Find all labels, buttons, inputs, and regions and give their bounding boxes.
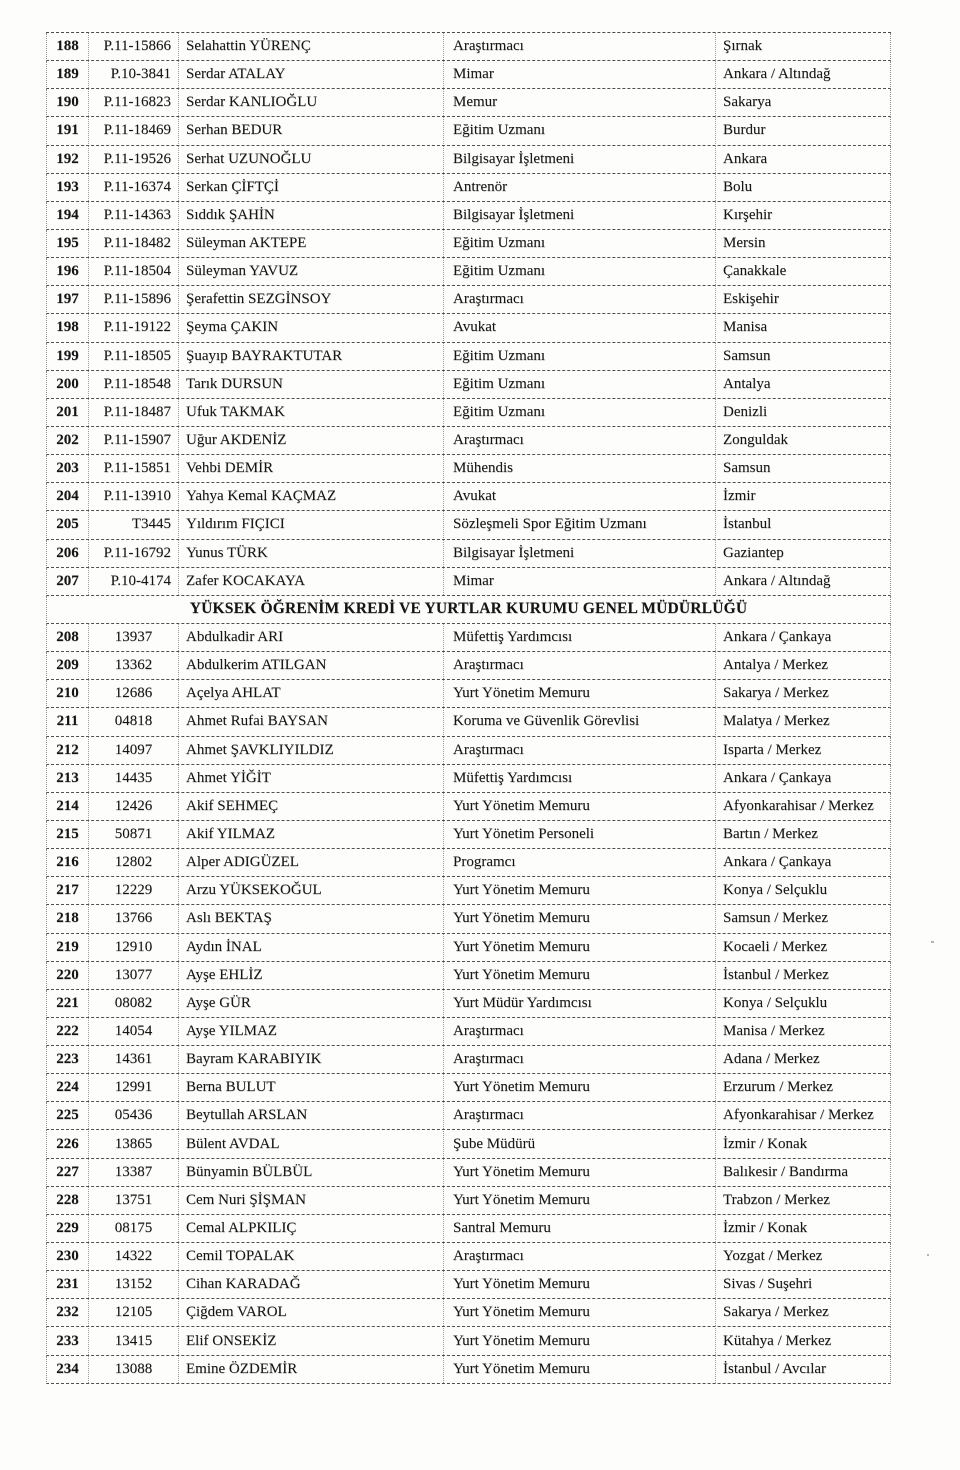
- cell-registry-id: P.11-15896: [89, 286, 179, 313]
- cell-person-name: Aslı BEKTAŞ: [179, 905, 444, 932]
- cell-job-title: Yurt Yönetim Memuru: [444, 1328, 716, 1355]
- cell-row-number: 200: [47, 371, 89, 398]
- cell-person-name: Ahmet ŞAVKLIYILDIZ: [179, 737, 444, 764]
- cell-registry-id: P.11-18482: [89, 230, 179, 257]
- table-row: [46, 33, 891, 61]
- cell-registry-id: 13937: [89, 624, 179, 651]
- cell-location: Kırşehir: [723, 206, 773, 223]
- table-row: [46, 1187, 891, 1215]
- cell-registry-id: 12910: [89, 934, 179, 961]
- cell-job-title: Eğitim Uzmanı: [444, 117, 716, 144]
- cell-job-title: Programcı: [444, 849, 716, 876]
- cell-job-title: Yurt Yönetim Memuru: [444, 1159, 716, 1186]
- table-row: [46, 174, 891, 202]
- cell-row-number: 192: [47, 146, 89, 173]
- cell-location: Manisa: [723, 319, 768, 336]
- cell-row-number: 220: [47, 962, 89, 989]
- cell-person-name: Ufuk TAKMAK: [179, 399, 444, 426]
- table-row: [46, 117, 891, 145]
- cell-registry-id: 14097: [89, 737, 179, 764]
- cell-registry-id: P.11-15866: [89, 33, 179, 60]
- cell-row-number: 201: [47, 399, 89, 426]
- cell-person-name: Vehbi DEMİR: [179, 455, 444, 482]
- cell-person-name: Çiğdem VAROL: [179, 1299, 444, 1326]
- cell-job-title: Müfettiş Yardımcısı: [444, 765, 716, 792]
- table-row: [46, 230, 891, 258]
- cell-registry-id: 13865: [89, 1131, 179, 1158]
- cell-location: Isparta / Merkez: [723, 741, 822, 758]
- cell-person-name: Süleyman YAVUZ: [179, 258, 444, 285]
- cell-row-number: 195: [47, 230, 89, 257]
- cell-row-number: 196: [47, 258, 89, 285]
- cell-registry-id: T3445: [89, 511, 179, 538]
- table-row: [46, 1130, 891, 1158]
- cell-person-name: Bayram KARABIYIK: [179, 1046, 444, 1073]
- cell-row-number: 231: [47, 1271, 89, 1298]
- cell-registry-id: 13766: [89, 905, 179, 932]
- cell-job-title: Araştırmacı: [444, 737, 716, 764]
- cell-location: İzmir: [723, 488, 756, 505]
- cell-person-name: Arzu YÜKSEKOĞUL: [179, 877, 444, 904]
- cell-row-number: 215: [47, 821, 89, 848]
- cell-job-title: Yurt Yönetim Memuru: [444, 905, 716, 932]
- cell-job-title: Yurt Yönetim Memuru: [444, 1356, 716, 1383]
- cell-job-title: Yurt Yönetim Memuru: [444, 877, 716, 904]
- cell-registry-id: 08082: [89, 990, 179, 1017]
- cell-location: Adana / Merkez: [723, 1051, 820, 1068]
- cell-job-title: Mimar: [444, 61, 716, 88]
- cell-job-title: Araştırmacı: [444, 427, 716, 454]
- cell-row-number: 214: [47, 793, 89, 820]
- cell-job-title: Yurt Müdür Yardımcısı: [444, 990, 716, 1017]
- cell-location: Eskişehir: [723, 291, 779, 308]
- table-row: [46, 1271, 891, 1299]
- table-row: [46, 1159, 891, 1187]
- cell-row-number: 222: [47, 1018, 89, 1045]
- cell-row-number: 213: [47, 765, 89, 792]
- cell-person-name: Ayşe EHLİZ: [179, 962, 444, 989]
- cell-registry-id: P.11-18487: [89, 399, 179, 426]
- cell-person-name: Sıddık ŞAHİN: [179, 202, 444, 229]
- cell-registry-id: P.10-4174: [89, 568, 179, 595]
- cell-registry-id: 50871: [89, 821, 179, 848]
- cell-job-title: Araştırmacı: [444, 652, 716, 679]
- section-header-title: YÜKSEK ÖĞRENİM KREDİ VE YURTLAR KURUMU GENEL MÜDÜRLÜĞÜ: [189, 600, 748, 618]
- cell-person-name: Yahya Kemal KAÇMAZ: [179, 483, 444, 510]
- cell-registry-id: P.11-18548: [89, 371, 179, 398]
- table-row: [46, 146, 891, 174]
- table-row: [46, 286, 891, 314]
- table-row: [46, 877, 891, 905]
- cell-location: Sakarya / Merkez: [723, 1304, 829, 1321]
- cell-location: Ankara / Çankaya: [723, 629, 832, 646]
- cell-row-number: 219: [47, 934, 89, 961]
- cell-person-name: Yıldırım FIÇICI: [179, 511, 444, 538]
- cell-location: Bolu: [723, 178, 753, 195]
- cell-person-name: Şerafettin SEZGİNSOY: [179, 286, 444, 313]
- cell-job-title: Eğitim Uzmanı: [444, 230, 716, 257]
- cell-job-title: Yurt Yönetim Personeli: [444, 821, 716, 848]
- table-row: [46, 371, 891, 399]
- table-row: [46, 399, 891, 427]
- cell-person-name: Cihan KARADAĞ: [179, 1271, 444, 1298]
- cell-person-name: Bülent AVDAL: [179, 1131, 444, 1158]
- cell-registry-id: P.11-15907: [89, 427, 179, 454]
- cell-row-number: 217: [47, 877, 89, 904]
- cell-registry-id: 12229: [89, 877, 179, 904]
- cell-job-title: Araştırmacı: [444, 1018, 716, 1045]
- cell-registry-id: P.11-19122: [89, 314, 179, 341]
- cell-person-name: Ayşe YILMAZ: [179, 1018, 444, 1045]
- table-row: [46, 1215, 891, 1243]
- cell-person-name: Açelya AHLAT: [179, 680, 444, 707]
- cell-job-title: Araştırmacı: [444, 1243, 716, 1270]
- cell-row-number: 228: [47, 1187, 89, 1214]
- cell-job-title: Yurt Yönetim Memuru: [444, 1299, 716, 1326]
- table-row: [46, 821, 891, 849]
- cell-person-name: Uğur AKDENİZ: [179, 427, 444, 454]
- table-row: [46, 708, 891, 736]
- cell-registry-id: 12105: [89, 1299, 179, 1326]
- table-row: [46, 765, 891, 793]
- cell-location: Antalya: [723, 375, 771, 392]
- cell-row-number: 210: [47, 680, 89, 707]
- cell-location: Samsun / Merkez: [723, 910, 828, 927]
- cell-location: Ankara / Altındağ: [723, 572, 831, 589]
- cell-person-name: Akif YILMAZ: [179, 821, 444, 848]
- cell-person-name: Serdar KANLIOĞLU: [179, 89, 444, 116]
- cell-registry-id: P.11-18505: [89, 343, 179, 370]
- table-row: [46, 314, 891, 342]
- cell-row-number: 197: [47, 286, 89, 313]
- cell-row-number: 218: [47, 905, 89, 932]
- cell-location: Samsun: [723, 347, 771, 364]
- cell-row-number: 223: [47, 1046, 89, 1073]
- cell-location: Mersin: [723, 235, 766, 252]
- table-row: [46, 427, 891, 455]
- scan-speck: [927, 1254, 929, 1256]
- cell-row-number: 224: [47, 1074, 89, 1101]
- table-row: [46, 89, 891, 117]
- table-row: [46, 202, 891, 230]
- cell-registry-id: 13088: [89, 1356, 179, 1383]
- cell-location: Ankara / Çankaya: [723, 854, 832, 871]
- cell-row-number: 233: [47, 1328, 89, 1355]
- cell-registry-id: P.11-19526: [89, 146, 179, 173]
- table-row: [46, 962, 891, 990]
- table-row: [46, 793, 891, 821]
- cell-job-title: Yurt Yönetim Memuru: [444, 680, 716, 707]
- cell-person-name: Ahmet YİĞİT: [179, 765, 444, 792]
- cell-location: İzmir / Konak: [723, 1219, 808, 1236]
- cell-registry-id: 12686: [89, 680, 179, 707]
- cell-registry-id: 14361: [89, 1046, 179, 1073]
- cell-location: Bartın / Merkez: [723, 826, 818, 842]
- cell-job-title: Bilgisayar İşletmeni: [444, 146, 716, 173]
- cell-person-name: Elif ONSEKİZ: [179, 1328, 444, 1355]
- cell-row-number: 199: [47, 343, 89, 370]
- cell-location: Kütahya / Merkez: [723, 1332, 832, 1349]
- personnel-table: [46, 32, 891, 1384]
- cell-job-title: Santral Memuru: [444, 1215, 716, 1242]
- table-row: [46, 849, 891, 877]
- cell-registry-id: 14054: [89, 1018, 179, 1045]
- table-row: [46, 1046, 891, 1074]
- cell-job-title: Eğitim Uzmanı: [444, 371, 716, 398]
- cell-person-name: Emine ÖZDEMİR: [179, 1356, 444, 1383]
- cell-job-title: Yurt Yönetim Memuru: [444, 1187, 716, 1214]
- cell-row-number: 189: [47, 61, 89, 88]
- cell-registry-id: 13362: [89, 652, 179, 679]
- cell-job-title: Eğitim Uzmanı: [444, 399, 716, 426]
- cell-job-title: Yurt Yönetim Memuru: [444, 1074, 716, 1101]
- cell-registry-id: 04818: [89, 708, 179, 735]
- cell-row-number: 209: [47, 652, 89, 679]
- cell-location: Şırnak: [723, 38, 763, 55]
- cell-location: Sivas / Suşehri: [723, 1276, 813, 1293]
- cell-person-name: Abdulkerim ATILGAN: [179, 652, 444, 679]
- cell-row-number: 205: [47, 511, 89, 538]
- cell-person-name: Yunus TÜRK: [179, 540, 444, 567]
- cell-row-number: 198: [47, 314, 89, 341]
- cell-registry-id: 13415: [89, 1328, 179, 1355]
- table-row: [46, 1102, 891, 1130]
- cell-job-title: Şube Müdürü: [444, 1131, 716, 1158]
- cell-location: Yozgat / Merkez: [723, 1248, 823, 1265]
- table-row: [46, 455, 891, 483]
- table-row: [46, 1299, 891, 1327]
- cell-person-name: Bünyamin BÜLBÜL: [179, 1159, 444, 1186]
- cell-job-title: Bilgisayar İşletmeni: [444, 202, 716, 229]
- cell-row-number: 194: [47, 202, 89, 229]
- cell-registry-id: P.11-18469: [89, 117, 179, 144]
- cell-person-name: Cemal ALPKILIÇ: [179, 1215, 444, 1242]
- cell-registry-id: 05436: [89, 1102, 179, 1129]
- cell-location: Erzurum / Merkez: [723, 1079, 833, 1096]
- cell-job-title: Antrenör: [444, 174, 716, 201]
- cell-person-name: Serhat UZUNOĞLU: [179, 146, 444, 173]
- cell-job-title: Yurt Yönetim Memuru: [444, 1271, 716, 1298]
- cell-registry-id: 13077: [89, 962, 179, 989]
- table-row: [46, 1327, 891, 1355]
- cell-person-name: Berna BULUT: [179, 1074, 444, 1101]
- cell-job-title: Sözleşmeli Spor Eğitim Uzmanı: [444, 511, 716, 538]
- cell-location: Çanakkale: [723, 263, 787, 280]
- cell-job-title: Koruma ve Güvenlik Görevlisi: [444, 708, 716, 735]
- cell-row-number: 206: [47, 540, 89, 567]
- cell-registry-id: P.11-15851: [89, 455, 179, 482]
- cell-person-name: Şeyma ÇAKIN: [179, 314, 444, 341]
- cell-location: Manisa / Merkez: [723, 1022, 825, 1039]
- cell-row-number: 230: [47, 1243, 89, 1270]
- cell-location: İstanbul / Avcılar: [723, 1360, 827, 1377]
- cell-person-name: Tarık DURSUN: [179, 371, 444, 398]
- cell-row-number: 211: [47, 708, 89, 735]
- cell-registry-id: P.10-3841: [89, 61, 179, 88]
- cell-location: Sakarya: [723, 94, 772, 111]
- cell-row-number: 204: [47, 483, 89, 510]
- cell-registry-id: 14322: [89, 1243, 179, 1270]
- cell-location: Zonguldak: [723, 432, 788, 449]
- cell-person-name: Cem Nuri ŞİŞMAN: [179, 1187, 444, 1214]
- cell-person-name: Serkan ÇİFTÇİ: [179, 174, 444, 201]
- cell-row-number: 208: [47, 624, 89, 651]
- cell-row-number: 193: [47, 174, 89, 201]
- cell-person-name: Selahattin YÜRENÇ: [179, 33, 444, 60]
- cell-row-number: 234: [47, 1356, 89, 1383]
- table-row: [46, 540, 891, 568]
- table-row: [46, 258, 891, 286]
- cell-person-name: Serhan BEDUR: [179, 117, 444, 144]
- cell-row-number: 229: [47, 1215, 89, 1242]
- cell-location: Afyonkarahisar / Merkez: [723, 797, 874, 814]
- cell-location: Samsun: [723, 460, 771, 477]
- cell-person-name: Beytullah ARSLAN: [179, 1102, 444, 1129]
- cell-job-title: Eğitim Uzmanı: [444, 258, 716, 285]
- cell-row-number: 227: [47, 1159, 89, 1186]
- cell-row-number: 226: [47, 1131, 89, 1158]
- cell-person-name: Şuayıp BAYRAKTUTAR: [179, 343, 444, 370]
- cell-row-number: 232: [47, 1299, 89, 1326]
- cell-location: Afyonkarahisar / Merkez: [723, 1107, 874, 1124]
- cell-job-title: Araştırmacı: [444, 33, 716, 60]
- cell-registry-id: 12426: [89, 793, 179, 820]
- cell-location: Ankara: [723, 150, 768, 167]
- cell-job-title: Araştırmacı: [444, 1046, 716, 1073]
- table-row: [46, 1356, 891, 1384]
- table-row: [46, 934, 891, 962]
- cell-location: Sakarya / Merkez: [723, 685, 829, 702]
- cell-row-number: 190: [47, 89, 89, 116]
- table-row: [46, 737, 891, 765]
- cell-location: Ankara / Altındağ: [723, 66, 831, 83]
- cell-row-number: 221: [47, 990, 89, 1017]
- cell-registry-id: P.11-14363: [89, 202, 179, 229]
- cell-location: Burdur: [723, 122, 766, 139]
- cell-row-number: 207: [47, 568, 89, 595]
- cell-person-name: Ahmet Rufai BAYSAN: [179, 708, 444, 735]
- cell-location: Gaziantep: [723, 544, 784, 561]
- cell-job-title: Avukat: [444, 483, 716, 510]
- cell-job-title: Mimar: [444, 568, 716, 595]
- cell-location: Balıkesir / Bandırma: [723, 1163, 848, 1180]
- cell-location: Malatya / Merkez: [723, 713, 830, 730]
- cell-person-name: Ayşe GÜR: [179, 990, 444, 1017]
- table-row: [46, 905, 891, 933]
- cell-row-number: 202: [47, 427, 89, 454]
- cell-location: İstanbul: [723, 516, 772, 533]
- cell-job-title: Araştırmacı: [444, 286, 716, 313]
- table-row: [46, 652, 891, 680]
- cell-location: Kocaeli / Merkez: [723, 938, 828, 955]
- cell-registry-id: 13751: [89, 1187, 179, 1214]
- cell-registry-id: P.11-16374: [89, 174, 179, 201]
- section-header-row: [46, 596, 891, 624]
- cell-person-name: Cemil TOPALAK: [179, 1243, 444, 1270]
- cell-row-number: 212: [47, 737, 89, 764]
- table-row: [46, 568, 891, 596]
- table-row: [46, 624, 891, 652]
- cell-location: Trabzon / Merkez: [723, 1191, 830, 1208]
- cell-registry-id: 12802: [89, 849, 179, 876]
- cell-registry-id: 12991: [89, 1074, 179, 1101]
- cell-location: Konya / Selçuklu: [723, 882, 828, 899]
- cell-location: Ankara / Çankaya: [723, 769, 832, 786]
- cell-job-title: Avukat: [444, 314, 716, 341]
- cell-location: Denizli: [723, 403, 768, 420]
- cell-registry-id: 08175: [89, 1215, 179, 1242]
- cell-location: Antalya / Merkez: [723, 657, 828, 674]
- cell-person-name: Serdar ATALAY: [179, 61, 444, 88]
- table-row: [46, 511, 891, 539]
- table-row: [46, 1243, 891, 1271]
- cell-job-title: Yurt Yönetim Memuru: [444, 962, 716, 989]
- cell-registry-id: P.11-16823: [89, 89, 179, 116]
- table-row: [46, 1074, 891, 1102]
- cell-job-title: Müfettiş Yardımcısı: [444, 624, 716, 651]
- cell-row-number: 191: [47, 117, 89, 144]
- cell-registry-id: P.11-16792: [89, 540, 179, 567]
- cell-person-name: Zafer KOCAKAYA: [179, 568, 444, 595]
- cell-registry-id: 13152: [89, 1271, 179, 1298]
- cell-person-name: Süleyman AKTEPE: [179, 230, 444, 257]
- cell-registry-id: P.11-18504: [89, 258, 179, 285]
- cell-job-title: Mühendis: [444, 455, 716, 482]
- scan-speck: [931, 941, 934, 943]
- cell-registry-id: 13387: [89, 1159, 179, 1186]
- cell-row-number: 203: [47, 455, 89, 482]
- cell-job-title: Yurt Yönetim Memuru: [444, 934, 716, 961]
- table-row: [46, 680, 891, 708]
- cell-registry-id: 14435: [89, 765, 179, 792]
- cell-job-title: Yurt Yönetim Memuru: [444, 793, 716, 820]
- table-row: [46, 990, 891, 1018]
- cell-row-number: 216: [47, 849, 89, 876]
- cell-location: İstanbul / Merkez: [723, 966, 829, 983]
- cell-row-number: 188: [47, 33, 89, 60]
- cell-person-name: Aydın İNAL: [179, 934, 444, 961]
- table-row: [46, 343, 891, 371]
- cell-person-name: Alper ADIGÜZEL: [179, 849, 444, 876]
- table-row: [46, 1018, 891, 1046]
- table-row: [46, 483, 891, 511]
- cell-row-number: 225: [47, 1102, 89, 1129]
- cell-registry-id: P.11-13910: [89, 483, 179, 510]
- cell-job-title: Bilgisayar İşletmeni: [444, 540, 716, 567]
- cell-job-title: Araştırmacı: [444, 1102, 716, 1129]
- cell-location: İzmir / Konak: [723, 1135, 808, 1152]
- table-row: [46, 61, 891, 89]
- cell-job-title: Eğitim Uzmanı: [444, 343, 716, 370]
- cell-location: Konya / Selçuklu: [723, 994, 828, 1011]
- cell-job-title: Memur: [444, 89, 716, 116]
- cell-person-name: Abdulkadir ARI: [179, 624, 444, 651]
- cell-person-name: Akif SEHMEÇ: [179, 793, 444, 820]
